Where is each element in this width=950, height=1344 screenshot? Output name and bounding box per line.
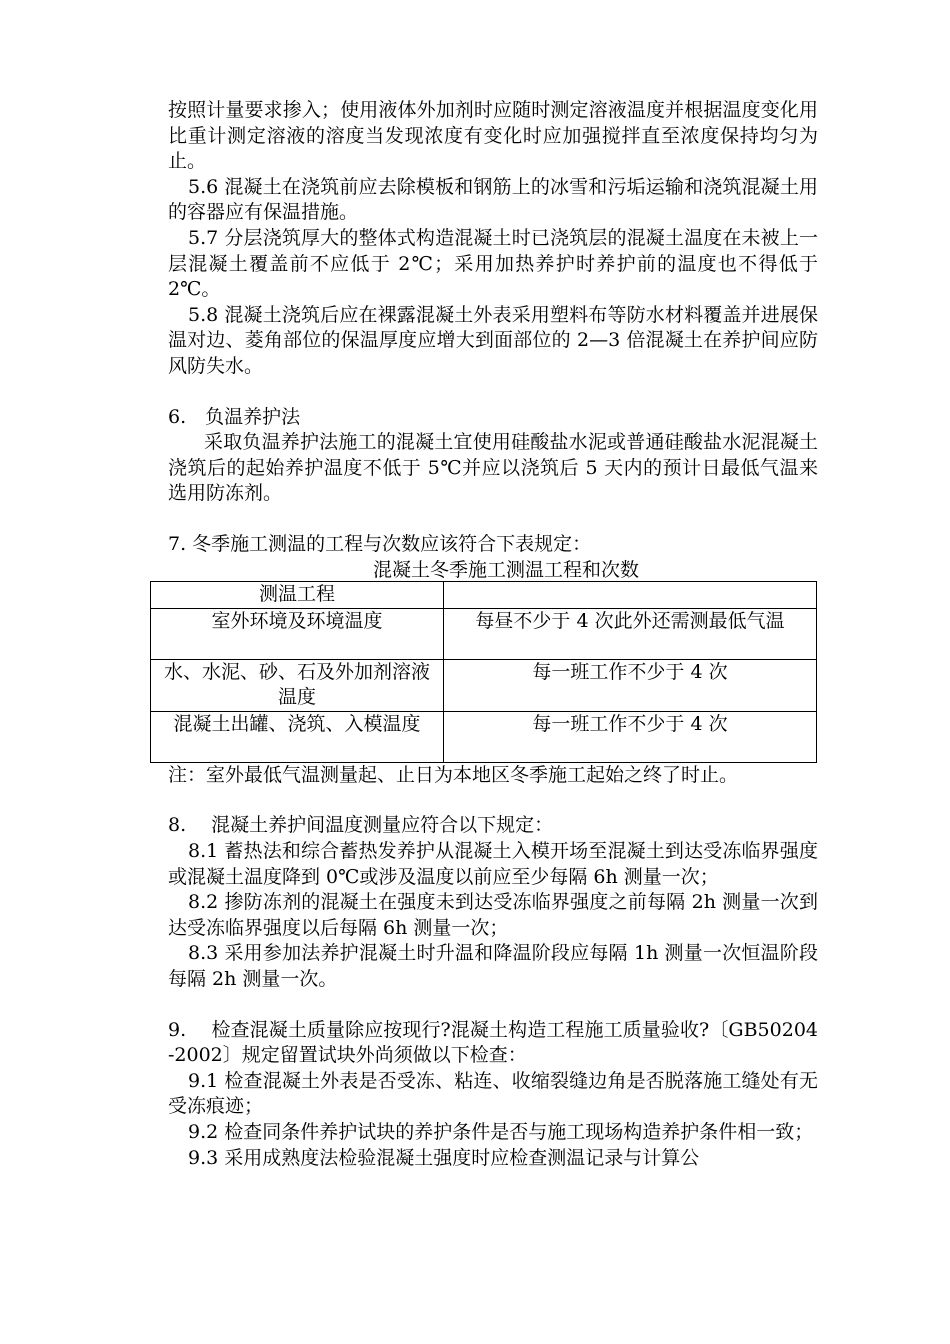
table-cell-item: 混凝土出罐、浇筑、入模温度 bbox=[151, 711, 444, 762]
paragraph-5-8: 5.8 混凝土浇筑后应在裸露混凝土外表采用塑料布等防水材料覆盖并进展保温对边、菱角部位的保温厚度应增大到面部位的 2—3 倍混凝土在养护间应防风防失水。 bbox=[168, 303, 818, 377]
section-9-heading: 9. 检查混凝土质量除应按现行?混凝土构造工程施工质量验收?〔GB50204-2002〕规定留置试块外尚须做以下检查： bbox=[168, 1018, 818, 1067]
paragraph-dosing: 按照计量要求掺入；使用液体外加剂时应随时测定溶液温度并根据温度变化用比重计测定溶液的溶度当发现浓度有变化时应加强搅拌直至浓度保持均匀为止。 bbox=[168, 99, 818, 173]
document-page bbox=[163, 98, 818, 1171]
table-cell-item: 室外环境及环境温度 bbox=[151, 608, 444, 659]
table-header-row bbox=[151, 582, 817, 609]
paragraph-9-1: 9.1 检查混凝土外表是否受冻、粘连、收缩裂缝边角是否脱落施工缝处有无受冻痕迹； bbox=[168, 1069, 818, 1118]
paragraph-8-1: 8.1 蓄热法和综合蓄热发养护从混凝土入模开场至混凝土到达受冻临界强度或混凝土温度降到 0℃或涉及温度以前应至少每隔 6h 测量一次； bbox=[168, 840, 818, 888]
paragraph-5-7: 5.7 分层浇筑厚大的整体式构造混凝土时已浇筑层的混凝土温度在未被上一层混凝土覆盖前不应低于 2℃；采用加热养护时养护前的温度也不得低于 2℃。 bbox=[168, 226, 818, 301]
spacer bbox=[168, 507, 818, 532]
spacer bbox=[168, 788, 818, 813]
spacer bbox=[168, 993, 818, 1018]
table-row bbox=[151, 608, 817, 659]
temperature-measurement-table bbox=[150, 581, 817, 763]
table-cell-frequency: 每一班工作不少于 4 次 bbox=[444, 711, 817, 762]
paragraph-9-3: 9.3 采用成熟度法检验混凝土强度时应检查测温记录与计算公 bbox=[188, 1146, 700, 1169]
table-row bbox=[151, 659, 817, 711]
table-cell-frequency: 每一班工作不少于 4 次 bbox=[444, 659, 817, 711]
paragraph-8-3: 8.3 采用参加法养护混凝土时升温和降温阶段应每隔 1h 测量一次恒温阶段每隔 2h 测量一次。 bbox=[168, 942, 818, 991]
table-caption: 混凝土冬季施工测温工程和次数 bbox=[372, 558, 639, 581]
section-8-heading: 8. 混凝土养护间温度测量应符合以下规定： bbox=[168, 814, 554, 837]
section-7-heading: 7. 冬季施工测温的工程与次数应该符合下表规定： bbox=[168, 532, 592, 555]
spacer bbox=[168, 380, 818, 405]
table-cell-frequency: 每昼不少于 4 次此外还需测最低气温 bbox=[444, 608, 817, 659]
paragraph-8-2: 8.2 掺防冻剂的混凝土在强度未到达受冻临界强度之前每隔 2h 测量一次到达受冻临界强度以后每隔 6h 测量一次； bbox=[168, 891, 818, 939]
table-row bbox=[151, 711, 817, 762]
section-6-body: 采取负温养护法施工的混凝土宜使用硅酸盐水泥或普通硅酸盐水泥混凝土浇筑后的起始养护温度不低于 5℃并应以浇筑后 5 天内的预计日最低气温来选用防冻剂。 bbox=[168, 431, 818, 505]
table-header-cell bbox=[444, 582, 817, 609]
paragraph-5-6: 5.6 混凝土在浇筑前应去除模板和钢筋上的冰雪和污垢运输和浇筑混凝土用的容器应有保温措施。 bbox=[168, 175, 818, 224]
section-6-heading: 6. 负温养护法 bbox=[168, 405, 301, 428]
table-note: 注：室外最低气温测量起、止日为本地区冬季施工起始之终了时止。 bbox=[168, 763, 739, 786]
table-header-cell: 测温工程 bbox=[151, 582, 444, 609]
paragraph-9-2: 9.2 检查同条件养护试块的养护条件是否与施工现场构造养护条件相一致； bbox=[188, 1121, 814, 1143]
table-cell-item: 水、水泥、砂、石及外加剂溶液温度 bbox=[151, 659, 444, 711]
